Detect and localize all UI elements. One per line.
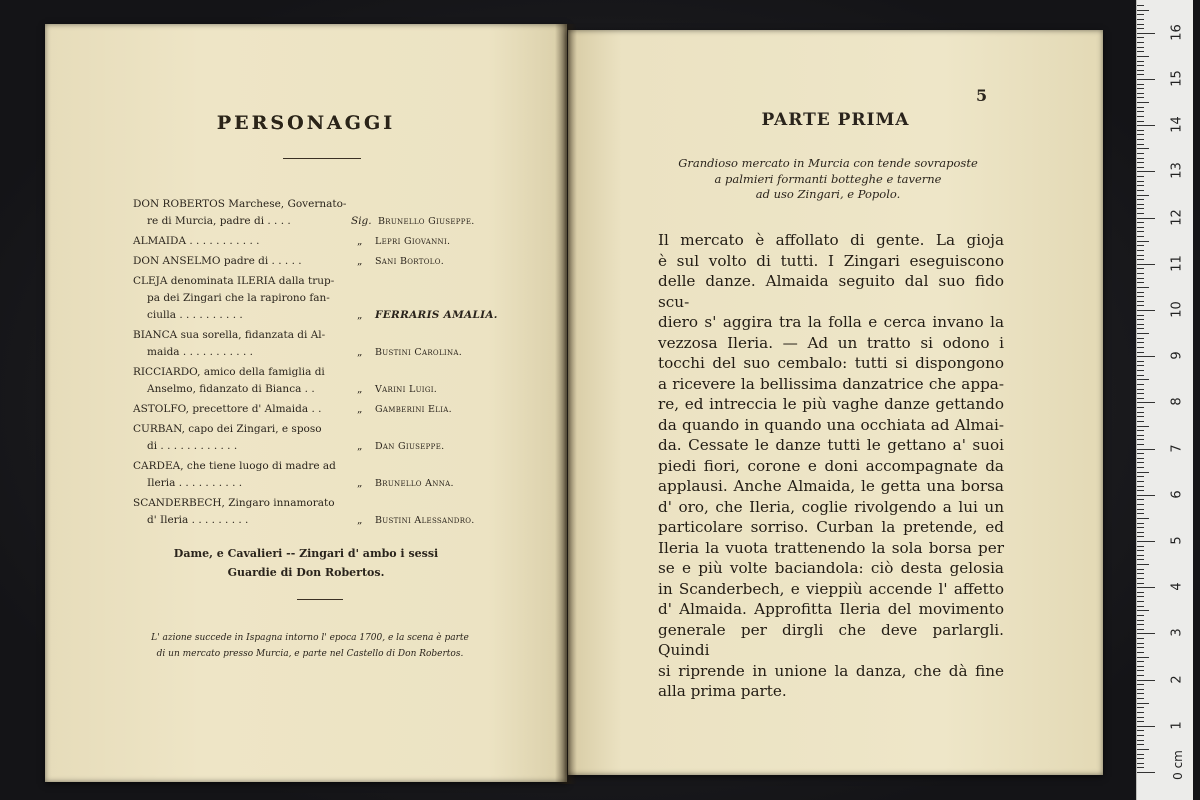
ruler-tick (1137, 176, 1144, 177)
ruler-number: 2 (1169, 674, 1185, 684)
ruler-tick (1137, 241, 1149, 242)
ruler-tick (1137, 402, 1155, 403)
ruler-tick (1137, 130, 1144, 131)
ruler-tick (1137, 195, 1149, 196)
ruler-tick (1137, 763, 1144, 764)
ruler-tick (1137, 379, 1149, 380)
actor-prefix: Sig. (351, 215, 372, 227)
ruler-tick (1137, 578, 1144, 579)
ruler-tick (1137, 84, 1144, 85)
role-line: RICCIARDO, amico della famiglia di (133, 366, 325, 378)
actor-name: Bustini Alessandro. (375, 515, 475, 526)
ruler-tick (1137, 550, 1144, 551)
body-line: da quando in quando una occhiata ad Almai- (658, 415, 1004, 434)
ruler-tick (1137, 227, 1144, 228)
ruler-tick (1137, 666, 1144, 667)
body-line: re, ed intreccia le più vaghe danze gettando (658, 395, 1004, 413)
role-line: ASTOLFO, precettore d' Almaida . . (133, 403, 322, 415)
ruler-number: 14 (1169, 116, 1185, 133)
ruler-tick (1137, 310, 1155, 311)
ruler-tick (1137, 264, 1155, 265)
right-page (568, 30, 1103, 775)
body-line: in Scanderbech, e vieppiù accende l' affetto (658, 579, 1004, 598)
ruler-tick (1137, 647, 1144, 648)
actor-prefix: „ (357, 514, 363, 526)
ruler-tick (1137, 754, 1144, 755)
ruler-tick (1137, 315, 1144, 316)
ruler-tick (1137, 689, 1144, 690)
ruler-tick (1137, 347, 1144, 348)
ruler-tick (1137, 259, 1144, 260)
ruler-tick (1137, 481, 1144, 482)
ruler-tick (1137, 125, 1155, 126)
scene-description (608, 156, 1048, 203)
ruler-tick (1137, 14, 1144, 15)
ruler-tick (1137, 536, 1144, 537)
ruler-tick (1137, 158, 1144, 159)
role-line: maida . . . . . . . . . . . (147, 346, 253, 358)
ruler-tick (1137, 615, 1144, 616)
ruler-tick (1137, 721, 1144, 722)
ruler-tick (1137, 439, 1144, 440)
ruler-tick (1137, 569, 1144, 570)
ruler-number: 12 (1169, 208, 1185, 226)
role-line: DON ANSELMO padre di . . . . . (133, 255, 302, 267)
cast-entry (133, 273, 513, 324)
ruler-tick (1137, 319, 1144, 320)
body-line: Il mercato è affollato di gente. La gioja (658, 231, 1004, 249)
ruler-tick (1137, 116, 1144, 117)
body-line: d' oro, che Ileria, coglie rivolgendo a lui un (658, 497, 1004, 516)
cast-entry (133, 196, 513, 230)
actor-prefix: „ (357, 255, 363, 267)
ruler-tick (1137, 486, 1144, 487)
ruler-tick (1137, 467, 1144, 468)
ruler-tick (1137, 693, 1144, 694)
ruler-tick (1137, 19, 1144, 20)
ruler-number: 4 (1169, 582, 1185, 591)
ruler-tick (1137, 33, 1155, 34)
ruler-tick (1137, 365, 1144, 366)
actor-prefix: „ (357, 309, 363, 321)
ruler-tick (1137, 296, 1144, 297)
body-line: alla prima parte. (658, 682, 787, 700)
body-line: a ricevere la bellissima danzatrice che appa- (658, 374, 1004, 393)
extras-line-2: Guardie di Don Robertos. (227, 566, 385, 579)
ruler-tick (1137, 735, 1144, 736)
body-line: da. Cessate le danze tutti le gettano a' suoi (658, 436, 1004, 454)
ruler-tick (1137, 278, 1144, 279)
ruler-tick (1137, 772, 1155, 773)
role-line: CARDEA, che tiene luogo di madre ad (133, 460, 336, 472)
ruler-tick (1137, 47, 1144, 48)
ruler-tick (1137, 361, 1144, 362)
ruler-tick (1137, 93, 1144, 94)
part-title: PARTE PRIMA (761, 110, 910, 130)
ruler-tick (1137, 190, 1144, 191)
cast-entry (133, 458, 513, 492)
ruler-tick (1137, 767, 1144, 768)
ruler-tick (1137, 148, 1149, 149)
role-line: di . . . . . . . . . . . . (147, 440, 238, 452)
ruler-tick (1137, 144, 1144, 145)
actor-name: Lepri Giovanni. (375, 236, 451, 247)
ruler-tick (1137, 37, 1144, 38)
ruler-tick (1137, 675, 1144, 676)
ruler-tick (1137, 111, 1144, 112)
ruler-tick (1137, 430, 1144, 431)
role-line: ciulla . . . . . . . . . . (147, 309, 243, 321)
role-line: ALMAIDA . . . . . . . . . . . (133, 235, 260, 247)
ruler-tick (1137, 398, 1144, 399)
ruler-number: 11 (1169, 255, 1185, 272)
body-line: tocchi del suo cembalo: tutti si dispongono (658, 354, 1004, 372)
ruler-tick (1137, 758, 1144, 759)
footnote-line-2: di un mercato presso Murcia, e parte nel Castello di Don Robertos. (156, 649, 464, 659)
ruler-tick (1137, 684, 1144, 685)
ruler-tick (1137, 338, 1144, 339)
ruler-tick (1137, 652, 1144, 653)
ruler-tick (1137, 744, 1144, 745)
ruler-tick (1137, 204, 1144, 205)
ruler-tick (1137, 495, 1155, 496)
ruler-tick (1137, 213, 1144, 214)
actor-prefix: „ (357, 477, 363, 489)
actor-name: Sani Bortolo. (375, 256, 445, 267)
role-line: re di Murcia, padre di . . . . (147, 215, 291, 227)
ruler-number: 5 (1169, 536, 1185, 545)
ruler-tick (1137, 153, 1144, 154)
subtitle-line: Grandioso mercato in Murcia con tende sovraposte (678, 156, 978, 170)
role-line: CLEJA denominata ILERIA dalla trup- (133, 275, 335, 287)
body-text (658, 230, 1004, 702)
ruler-number: 7 (1169, 443, 1185, 453)
extras-rule (297, 599, 343, 600)
cast-list (133, 196, 513, 532)
ruler-tick (1137, 342, 1144, 343)
ruler-tick (1137, 375, 1144, 376)
subtitle-line: ad uso Zingari, e Popolo. (755, 187, 901, 201)
book-gutter (555, 24, 577, 784)
ruler-tick (1137, 324, 1144, 325)
ruler-tick (1137, 287, 1149, 288)
ruler-tick (1137, 328, 1144, 329)
ruler-tick (1137, 305, 1144, 306)
ruler-tick (1137, 740, 1144, 741)
ruler-tick (1137, 421, 1144, 422)
role-line: BIANCA sua sorella, fidanzata di Al- (133, 329, 326, 341)
ruler-number: 1 (1169, 721, 1185, 730)
cast-entry (133, 253, 513, 270)
ruler-tick (1137, 370, 1144, 371)
ruler-tick (1137, 698, 1144, 699)
cast-entry (133, 327, 513, 361)
role-line: SCANDERBECH, Zingaro innamorato (133, 497, 335, 509)
actor-name: Brunello Anna. (375, 478, 454, 489)
ruler-tick (1137, 472, 1149, 473)
ruler-tick (1137, 218, 1155, 219)
body-line: diero s' aggira tra la folla e cerca invano la (658, 313, 1004, 331)
role-line: DON ROBERTOS Marchese, Governato- (133, 198, 347, 210)
heading-rule (283, 158, 361, 159)
ruler-tick (1137, 97, 1144, 98)
body-line: piedi fiori, corone e doni accompagnate da (658, 456, 1004, 475)
ruler-tick (1137, 670, 1144, 671)
ruler-tick (1137, 250, 1144, 251)
ruler-tick (1137, 490, 1144, 491)
ruler-number: 10 (1169, 301, 1185, 318)
ruler-tick (1137, 559, 1144, 560)
ruler-tick (1137, 65, 1144, 66)
ruler-number: 6 (1169, 490, 1185, 499)
ruler-tick (1137, 573, 1144, 574)
ruler-tick (1137, 449, 1155, 450)
ruler-tick (1137, 407, 1144, 408)
ruler-tick (1137, 624, 1144, 625)
cast-entry (133, 401, 513, 418)
actor-prefix: „ (357, 235, 363, 247)
actor-prefix: „ (357, 440, 363, 452)
body-line: è sul volto di tutti. I Zingari eseguiscono (658, 251, 1004, 270)
ruler-tick (1137, 134, 1144, 135)
ruler-tick (1137, 162, 1144, 163)
ruler-tick (1137, 592, 1144, 593)
role-line: d' Ileria . . . . . . . . . (147, 514, 249, 526)
extras-line-1: Dame, e Cavalieri -- Zingari d' ambo i sessi (173, 547, 439, 560)
ruler-number: 3 (1169, 628, 1185, 638)
ruler-tick (1137, 601, 1144, 602)
ruler-tick (1137, 412, 1144, 413)
ruler-tick (1137, 88, 1144, 89)
role-line: pa dei Zingari che la rapirono fan- (147, 292, 330, 304)
ruler-tick (1137, 416, 1144, 417)
ruler-tick (1137, 352, 1144, 353)
ruler-tick (1137, 282, 1144, 283)
ruler-tick (1137, 629, 1144, 630)
cast-entry (133, 233, 513, 250)
ruler-tick (1137, 587, 1155, 588)
measuring-ruler (1136, 0, 1193, 800)
ruler-tick (1137, 389, 1144, 390)
body-line: si riprende in unione la danza, che dà fine (658, 661, 1004, 680)
ruler-tick (1137, 680, 1155, 681)
ruler-tick (1137, 70, 1144, 71)
ruler-number: 9 (1169, 351, 1185, 360)
actor-name: Gamberini Elia. (375, 404, 452, 415)
ruler-tick (1137, 356, 1155, 357)
ruler-tick (1137, 61, 1144, 62)
ruler-tick (1137, 462, 1144, 463)
ruler-tick (1137, 527, 1144, 528)
actor-name: Dan Giuseppe. (375, 441, 445, 452)
ruler-tick (1137, 643, 1144, 644)
ruler-tick (1137, 208, 1144, 209)
ruler-tick (1137, 393, 1144, 394)
cast-entry (133, 495, 513, 529)
ruler-tick (1137, 222, 1144, 223)
body-line: applausi. Anche Almaida, le getta una borsa (658, 477, 1004, 495)
ruler-tick (1137, 268, 1144, 269)
ruler-tick (1137, 167, 1144, 168)
ruler-tick (1137, 703, 1149, 704)
actor-prefix: „ (357, 383, 363, 395)
cast-entry (133, 421, 513, 455)
ruler-number: 8 (1169, 397, 1185, 407)
footnote-line-1: L' azione succede in Ispagna intorno l' epoca 1700, e la scena è parte (151, 633, 469, 643)
ruler-tick (1137, 509, 1144, 510)
ruler-tick (1137, 24, 1144, 25)
ruler-tick (1137, 661, 1144, 662)
ruler-tick (1137, 79, 1155, 80)
ruler-tick (1137, 107, 1144, 108)
actor-prefix: „ (357, 403, 363, 415)
body-line: generale per dirgli che deve parlargli. Quindi (658, 620, 1004, 659)
ruler-tick (1137, 633, 1155, 634)
ruler-tick (1137, 301, 1144, 302)
page-number: 5 (976, 86, 988, 105)
ruler-tick (1137, 74, 1144, 75)
role-line: CURBAN, capo dei Zingari, e sposo (133, 423, 322, 435)
ruler-tick (1137, 583, 1144, 584)
ruler-tick (1137, 532, 1144, 533)
actor-name: Bustini Carolina. (375, 347, 463, 358)
actor-name: FERRARIS AMALIA. (375, 309, 498, 321)
ruler-tick (1137, 185, 1144, 186)
ruler-tick (1137, 273, 1144, 274)
ruler-tick (1137, 426, 1149, 427)
ruler-unit-label: 0 cm (1170, 750, 1185, 780)
ruler-tick (1137, 513, 1144, 514)
ruler-tick (1137, 707, 1144, 708)
body-line: delle danze. Almaida seguito dal suo fido scu- (658, 272, 1004, 311)
ruler-tick (1137, 476, 1144, 477)
ruler-tick (1137, 245, 1144, 246)
ruler-tick (1137, 596, 1144, 597)
ruler-tick (1137, 712, 1144, 713)
ruler-tick (1137, 236, 1144, 237)
ruler-tick (1137, 199, 1144, 200)
body-line: Ileria la vuota trattenendo la sola borsa per (658, 538, 1004, 557)
left-page (45, 24, 567, 782)
ruler-tick (1137, 171, 1155, 172)
ruler-tick (1137, 255, 1144, 256)
ruler-tick (1137, 292, 1144, 293)
actor-name: Brunello Giuseppe. (378, 216, 475, 227)
ruler-tick (1137, 42, 1144, 43)
role-line: Anselmo, fidanzato di Bianca . . (147, 383, 315, 395)
body-line: d' Almaida. Approfitta Ileria del movimento (658, 600, 1004, 618)
ruler-number: 15 (1169, 70, 1185, 87)
ruler-tick (1137, 749, 1149, 750)
role-line: Ileria . . . . . . . . . . (147, 477, 243, 489)
ruler-tick (1137, 555, 1144, 556)
ruler-number: 16 (1169, 24, 1185, 41)
ruler-tick (1137, 139, 1144, 140)
ruler-tick (1137, 121, 1144, 122)
footnote (105, 630, 515, 662)
ruler-tick (1137, 444, 1144, 445)
ruler-tick (1137, 435, 1144, 436)
ruler-tick (1137, 546, 1144, 547)
ruler-tick (1137, 28, 1144, 29)
body-line: vezzosa Ileria. — Ad un tratto si odono i (658, 333, 1004, 352)
ruler-tick (1137, 10, 1149, 11)
ruler-tick (1137, 717, 1144, 718)
actor-name: Varini Luigi. (375, 384, 438, 395)
ruler-tick (1137, 384, 1144, 385)
ruler-tick (1137, 51, 1144, 52)
ruler-tick (1137, 523, 1144, 524)
ruler-tick (1137, 453, 1144, 454)
ruler-tick (1137, 657, 1149, 658)
ruler-tick (1137, 56, 1149, 57)
ruler-tick (1137, 726, 1155, 727)
ruler-number: 13 (1169, 162, 1185, 180)
ruler-tick (1137, 458, 1144, 459)
ruler-tick (1137, 518, 1149, 519)
ruler-tick (1137, 333, 1149, 334)
ruler-tick (1137, 564, 1149, 565)
body-line: particolare sorriso. Curban la pretende, ed (658, 518, 1004, 536)
characters-heading: PERSONAGGI (216, 112, 396, 134)
cast-entry (133, 364, 513, 398)
ruler-tick (1137, 730, 1144, 731)
ruler-tick (1137, 620, 1144, 621)
actor-prefix: „ (357, 346, 363, 358)
ruler-tick (1137, 102, 1149, 103)
ruler-tick (1137, 181, 1144, 182)
body-line: se e più volte baciandola: ciò desta gelosia (658, 559, 1004, 577)
ruler-tick (1137, 610, 1149, 611)
ruler-tick (1137, 231, 1144, 232)
ruler-tick (1137, 638, 1144, 639)
subtitle-line: a palmieri formanti botteghe e taverne (714, 171, 942, 186)
ruler-tick (1137, 499, 1144, 500)
ruler-tick (1137, 5, 1144, 6)
ruler-tick (1137, 606, 1144, 607)
ruler-tick (1137, 504, 1144, 505)
ruler-tick (1137, 541, 1155, 542)
